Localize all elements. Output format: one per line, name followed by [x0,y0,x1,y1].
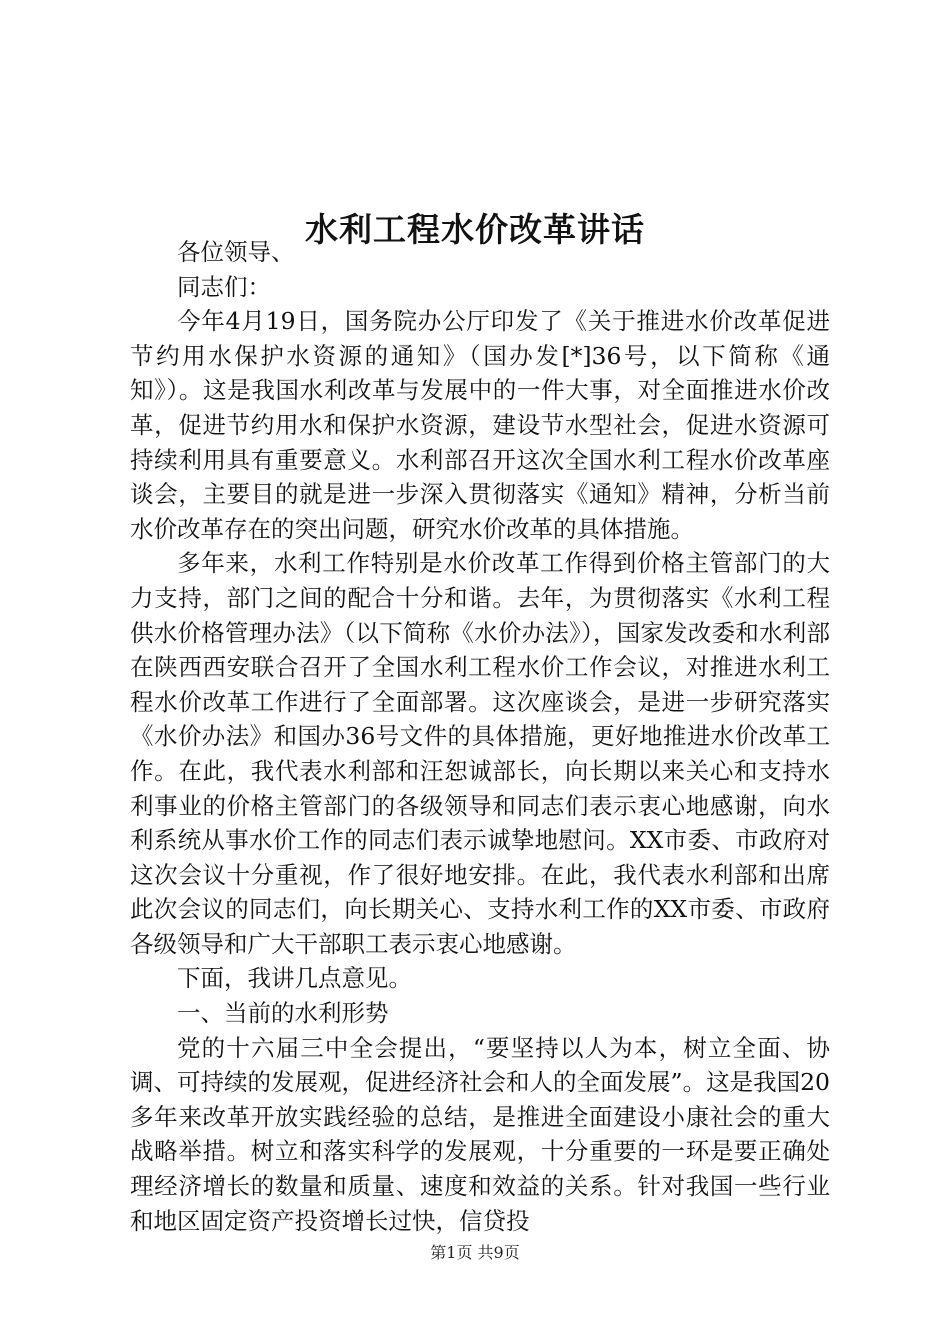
salutation-comrades: 同志们： [177,272,271,301]
paragraph-situation: 党的十六届三中全会提出，“要坚持以人为本，树立全面、协调、可持续的发展观，促进经济社会和人的全面发展”。这是我国20多年来改革开放实践经验的总结，是推进全面建设小康社会的重大战略举措。树立和落实科学的发展观，十分重要的一环是要正确处理经济增长的数量和质量、速度和效益的关系。针对我国一些行业和地区固定资产投资增长过快，信贷投 [130,1033,830,1235]
document-title: 水利工程水价改革讲话 [305,210,645,250]
paragraph-notice: 今年4月19日，国务院办公厅印发了《关于推进水价改革促进节约用水保护水资源的通知》（国办发[*]36号，以下简称《通知》）。这是我国水利改革与发展中的一件大事，对全面推进水价改革，促进节约用水和保护水资源，建设节水型社会，促进水资源可持续利用具有重要意义。水利部召开这次全国水利工程水价改革座谈会，主要目的就是进一步深入贯彻落实《通知》精神，分析当前水价改革存在的突出问题，研究水价改革的具体措施。 [130,307,830,543]
section-heading-1: 一、当前的水利形势 [177,999,389,1028]
paragraph-intro-points: 下面，我讲几点意见。 [177,964,412,993]
page-number-footer: 第1页 共9页 [430,1243,520,1262]
salutation-leaders: 各位领导、 [177,238,295,266]
paragraph-thanks: 多年来，水利工作特别是水价改革工作得到价格主管部门的大力支持，部门之间的配合十分和谐。去年，为贯彻落实《水利工程供水价格管理办法》（以下简称《水价办法》），国家发改委和水利部在陕西西安联合召开了全国水利工程水价工作会议，对推进水利工程水价改革工作进行了全面部署。这次座谈会，是进一步研究落实《水价办法》和国办36号文件的具体措施，更好地推进水价改革工作。在此，我代表水利部和汪恕诚部长，向长期以来关心和支持水利事业的价格主管部门的各级领导和同志们表示衷心地感谢，向水利系统从事水价工作的同志们表示诚挚地慰问。XX市委、市政府对这次会议十分重视，作了很好地安排。在此，我代表水利部和出席此次会议的同志们，向长期关心、支持水利工作的XX市委、市政府各级领导和广大干部职工表示衷心地感谢。 [130,549,830,958]
document-body [130,235,830,1238]
